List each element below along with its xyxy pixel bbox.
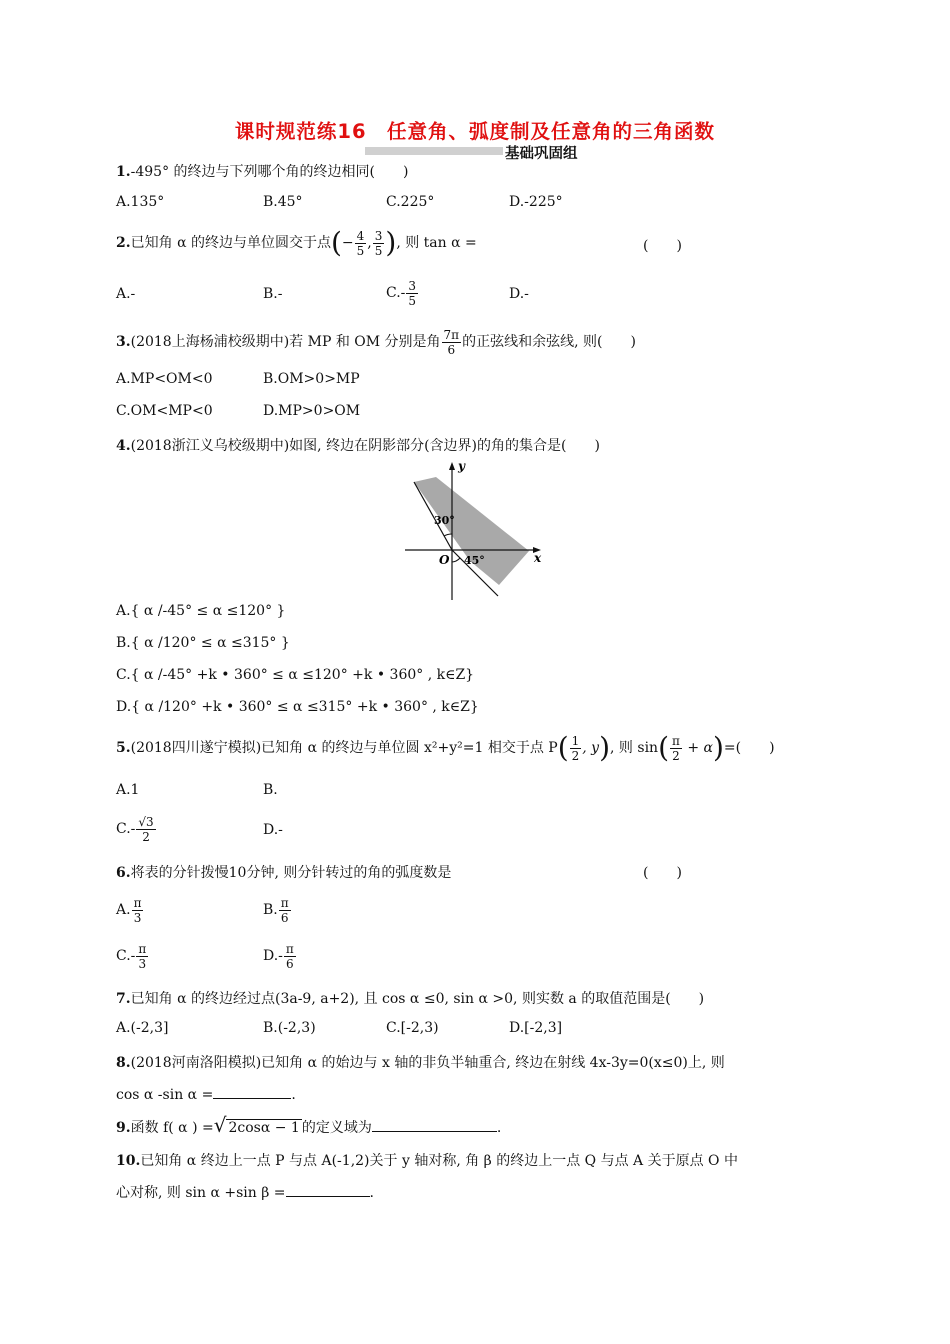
fraction: $\frac{\pi}{6}$ <box>280 895 289 925</box>
question-number: 5. <box>116 740 131 756</box>
q5-option-d: D.- <box>263 822 283 838</box>
q2-option-c: C.- $\frac{3}{5}$ <box>386 278 417 308</box>
q3-option-d: D.MP>0>OM <box>263 403 361 419</box>
question-text: (2018河南洛阳模拟)已知角 α 的始边与 x 轴的非负半轴重合, 终边在射线 4x-3y=0(x≤0)上, 则 <box>130 1055 725 1071</box>
answer-blank[interactable] <box>372 1117 497 1132</box>
question-text: (2018四川遂宁模拟)已知角 α 的终边与单位圆 x²+y²=1 相交于点 P <box>130 740 558 756</box>
section-subtitle: 基础巩固组 <box>505 146 578 162</box>
question-text: (2018浙江义乌校级期中)如图, 终边在阴影部分(含边界)的角的集合是( ) <box>130 438 600 454</box>
q3-option-a: A.MP<OM<0 <box>116 371 213 387</box>
y-axis-label: y <box>458 459 465 473</box>
paren-right: ) <box>385 226 397 259</box>
origin-label: O <box>439 553 450 567</box>
question-text: 已知角 α 的终边经过点(3a-9, a+2), 且 cos α ≤0, sin α >0, 则实数 a 的取值范围是( ) <box>130 991 705 1007</box>
question-10-line2: 心对称, 则 sin α +sin β = . <box>116 1182 374 1202</box>
radical-sign: √ <box>213 1113 227 1137</box>
question-number: 7. <box>116 991 131 1007</box>
q7-option-b: B.(-2,3) <box>263 1020 316 1036</box>
question-8-line2: cos α -sin α = . <box>116 1084 296 1103</box>
answer-blank[interactable] <box>286 1182 370 1197</box>
arc-45 <box>452 558 460 562</box>
question-6 <box>116 862 451 882</box>
question-text: 将表的分针拨慢10分钟, 则分针转过的角的弧度数是 <box>130 865 452 881</box>
q5-option-a: A.1 <box>116 782 140 798</box>
angle-label-30: 30° <box>434 514 455 527</box>
question-10 <box>116 1150 738 1170</box>
page-title: 课时规范练16 任意角、弧度制及任意角的三角函数 <box>234 120 716 143</box>
answer-paren: ( ) <box>643 238 682 254</box>
q7-option-d: D.[-2,3] <box>509 1020 563 1036</box>
question-text-tail: , 则 tan α = <box>396 235 477 251</box>
question-number: 2. <box>116 235 131 251</box>
question-number: 4. <box>116 438 131 454</box>
question-2: 2.已知角 α 的终边与单位圆交于点(− $\frac{4}{5}$ , $\frac{3}{5}$ ), 则 tan α = <box>116 226 477 259</box>
question-9: 9.函数 f( α ) =√ 2cosα − 1 的定义域为 . <box>116 1113 502 1137</box>
x-axis-label: x <box>534 551 542 565</box>
fraction: $\frac{\pi}{3}$ <box>138 941 147 971</box>
q6-option-a: A. $\frac{\pi}{3}$ <box>116 895 142 925</box>
question-text: (2018上海杨浦校级期中)若 MP 和 OM 分别是角 <box>130 334 441 350</box>
question-number: 10. <box>116 1153 141 1169</box>
angle-label-45: 45° <box>464 554 485 567</box>
fraction-y: $\frac{3}{5}$ <box>374 228 383 258</box>
q4-option-d: D.{ α /120° +k • 360° ≤ α ≤315° +k • 360° , k∈Z} <box>116 699 479 715</box>
question-number: 8. <box>116 1055 131 1071</box>
question-text: 已知角 α 的终边与单位圆交于点 <box>130 235 331 251</box>
question-number: 3. <box>116 334 131 350</box>
question-7 <box>116 988 704 1008</box>
q1-option-d: D.-225° <box>509 194 563 210</box>
paren-left: ( <box>330 226 342 259</box>
question-text: -495° 的终边与下列哪个角的终边相同( ) <box>130 164 409 180</box>
fraction-angle: $\frac{7\pi}{6}$ <box>443 327 460 357</box>
q5-option-b: B. <box>263 782 278 798</box>
q1-option-c: C.225° <box>386 194 435 210</box>
y-axis-arrow <box>449 462 455 470</box>
question-5: 5.(2018四川遂宁模拟)已知角 α 的终边与单位圆 x²+y²=1 相交于点 P( $\frac{1}{2}$ , y), 则 sin( $\frac{\pi}{2}$ + α)=( ) <box>116 731 775 764</box>
point-y: , y <box>582 740 600 756</box>
question-text-tail: 的正弦线和余弦线, 则( ) <box>462 334 636 350</box>
q4-option-b: B.{ α /120° ≤ α ≤315° } <box>116 635 290 651</box>
q7-option-a: A.(-2,3] <box>116 1020 169 1036</box>
question-3 <box>116 325 636 359</box>
q2-option-d: D.- <box>509 286 529 302</box>
fraction-pi-2: $\frac{\pi}{2}$ <box>672 733 680 763</box>
answer-paren: ( ) <box>643 865 682 881</box>
question-number: 6. <box>116 865 131 881</box>
question-text: 函数 f( α ) = <box>130 1120 214 1136</box>
fraction: $\frac{3}{5}$ <box>408 278 417 308</box>
fraction-px: $\frac{1}{2}$ <box>571 733 580 763</box>
question-1 <box>116 161 408 181</box>
q2-option-a: A.- <box>116 286 136 302</box>
q4-option-a: A.{ α /-45° ≤ α ≤120° } <box>116 603 286 619</box>
question-number: 1. <box>116 164 131 180</box>
q7-option-c: C.[-2,3) <box>386 1020 439 1036</box>
angle-figure <box>400 458 550 603</box>
q3-option-c: C.OM<MP<0 <box>116 403 213 419</box>
q6-option-c: C.- $\frac{\pi}{3}$ <box>116 941 147 971</box>
fraction-x: $\frac{4}{5}$ <box>356 228 365 258</box>
subtitle-bar <box>365 147 503 155</box>
q2-option-b: B.- <box>263 286 283 302</box>
fraction: $\frac{√3}{2}$ <box>138 814 154 844</box>
q1-option-b: B.45° <box>263 194 303 210</box>
q5-option-c: C.- $\frac{√3}{2}$ <box>116 814 154 844</box>
q4-option-c: C.{ α /-45° +k • 360° ≤ α ≤120° +k • 360° , k∈Z} <box>116 667 475 683</box>
fraction: $\frac{\pi}{3}$ <box>133 895 142 925</box>
q6-option-b: B. $\frac{\pi}{6}$ <box>263 895 289 925</box>
radicand: 2cosα − 1 <box>228 1120 300 1136</box>
q3-option-b: B.OM>0>MP <box>263 371 360 387</box>
fraction: $\frac{\pi}{6}$ <box>285 941 294 971</box>
q1-option-a: A.135° <box>116 194 165 210</box>
question-number: 9. <box>116 1120 131 1136</box>
q6-option-d: D.- $\frac{\pi}{6}$ <box>263 941 294 971</box>
answer-blank[interactable] <box>213 1084 291 1099</box>
arc-30 <box>444 534 452 536</box>
question-8 <box>116 1052 725 1072</box>
question-4 <box>116 435 600 455</box>
question-text: 已知角 α 终边上一点 P 与点 A(-1,2)关于 y 轴对称, 角 β 的终边上一点 Q 与点 A 关于原点 O 中 <box>140 1153 738 1169</box>
point-x-sign: − <box>341 235 354 251</box>
